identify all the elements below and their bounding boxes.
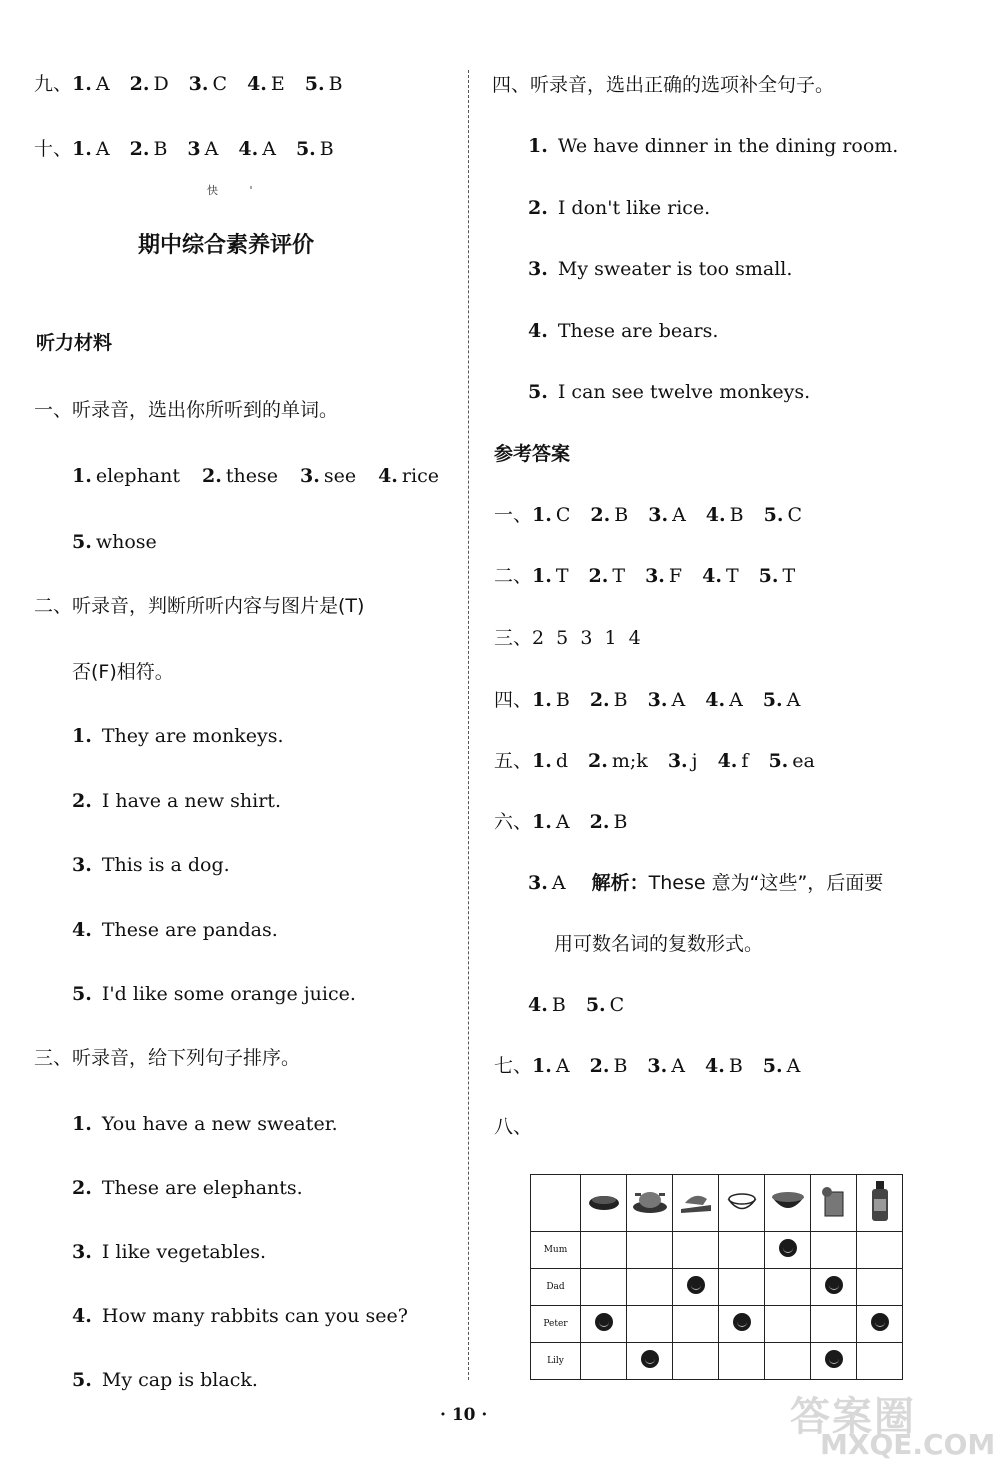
item-value: T <box>782 565 796 587</box>
table-cell <box>627 1232 673 1269</box>
row-name: Peter <box>531 1306 581 1343</box>
item-value: D <box>153 73 169 95</box>
answer-row-a7 <box>494 1054 820 1078</box>
table-cell <box>673 1232 719 1269</box>
smiley-face-icon <box>825 1276 843 1294</box>
question-4-item <box>528 134 898 158</box>
fish-dish-icon <box>673 1175 719 1232</box>
item-value: ea <box>792 750 815 772</box>
item-number: 1. <box>528 135 548 157</box>
item-value: B <box>614 504 629 526</box>
item-value: A <box>786 1055 801 1077</box>
answer-row-a4 <box>494 688 820 712</box>
item-value: B <box>328 73 343 95</box>
item-text: I like vegetables. <box>95 1241 266 1263</box>
answer-prefix: 六、 <box>494 811 533 833</box>
answer-prefix: 五、 <box>494 750 533 772</box>
answer-row-a1 <box>494 503 822 527</box>
table-cell <box>857 1343 903 1380</box>
table-cell <box>581 1232 627 1269</box>
item-value: B <box>613 689 628 711</box>
item-number: 4. <box>238 138 259 160</box>
item-number: 5. <box>528 381 548 403</box>
item-number: 1. <box>72 138 92 160</box>
column-divider <box>468 70 469 1380</box>
item-text: You have a new sweater. <box>95 1113 338 1135</box>
answer-prefix: 四、 <box>494 689 533 711</box>
item-value: C <box>609 994 625 1016</box>
table-cell <box>627 1343 673 1380</box>
item-number: 2. <box>129 73 150 95</box>
item-number: 4. <box>717 750 738 772</box>
question-2-item <box>72 789 281 813</box>
question-4-item <box>528 196 710 220</box>
item-number: 2. <box>528 196 548 219</box>
question-3-item <box>72 1368 258 1392</box>
item-number: 4. <box>702 565 722 587</box>
item-number: 2. <box>588 750 608 772</box>
table-cell <box>811 1269 857 1306</box>
table-cell <box>719 1306 765 1343</box>
question-1-heading: 一、听录音，选出你所听到的单词。 <box>34 399 339 421</box>
listening-heading: 听力材料 <box>36 332 113 354</box>
item-value: T <box>612 565 626 587</box>
table-corner <box>531 1175 581 1232</box>
item-value: A <box>671 1055 685 1077</box>
question-1-words-line1 <box>72 464 461 488</box>
item-number: 3. <box>647 1055 668 1077</box>
item-value: A <box>95 138 110 160</box>
item-text: This is a dog. <box>95 854 230 876</box>
item-number: 4. <box>72 1305 92 1327</box>
answer-row-a3 <box>494 626 641 650</box>
item-value: f <box>741 750 749 772</box>
item-number: 5. <box>758 565 779 587</box>
item-number: 3. <box>528 258 548 280</box>
table-cell <box>811 1306 857 1343</box>
table-cell <box>857 1306 903 1343</box>
answer-row-10 <box>34 137 354 161</box>
table-row <box>531 1232 903 1269</box>
item-number: 1. <box>532 689 552 711</box>
item-text: These are pandas. <box>95 918 278 941</box>
item-number: 5. <box>72 983 92 1005</box>
bowl-icon <box>581 1175 627 1232</box>
table-cell <box>673 1343 719 1380</box>
item-number: 2. <box>590 504 611 526</box>
table-cell <box>581 1306 627 1343</box>
item-number: 4. <box>528 319 548 342</box>
item-number: 4. <box>705 504 726 526</box>
question-2-item <box>72 918 278 942</box>
question-2-heading-cont: 否(F)相符。 <box>72 661 174 683</box>
question-3-item <box>72 1112 338 1136</box>
item-number: 2. <box>72 1177 92 1199</box>
item-value: m;k <box>611 750 648 772</box>
item-value: A <box>555 1055 570 1077</box>
item-number: 1. <box>72 73 92 95</box>
item-number: 4. <box>528 994 548 1016</box>
item-number: 5. <box>72 1369 92 1391</box>
item-value: T <box>555 565 569 587</box>
table-cell <box>719 1343 765 1380</box>
item-number: 2. <box>589 1055 610 1077</box>
question-2-item <box>72 853 230 877</box>
item-number: 1. <box>532 811 552 833</box>
question-4-heading: 四、听录音，选出正确的选项补全句子。 <box>492 74 835 96</box>
table-cell <box>811 1232 857 1269</box>
item-number: 3. <box>72 1241 92 1263</box>
item-text: I can see twelve monkeys. <box>551 381 811 403</box>
question-3-item <box>72 1176 303 1200</box>
item-number: 2. <box>202 465 222 487</box>
juice-glass-icon <box>811 1175 857 1232</box>
answers-heading: 参考答案 <box>494 443 571 465</box>
table-row <box>531 1343 903 1380</box>
table-cell <box>581 1269 627 1306</box>
answer-prefix: 十、 <box>34 138 73 160</box>
item-value: A <box>262 138 276 160</box>
table-cell <box>811 1343 857 1380</box>
item-value: B <box>551 994 566 1016</box>
item-number: 5. <box>762 1055 783 1077</box>
item-value: A <box>672 504 686 526</box>
item-number: 1. <box>532 1055 552 1077</box>
item-value: C <box>787 504 802 526</box>
item-number: 4. <box>705 689 726 711</box>
row-name: Mum <box>531 1232 581 1269</box>
item-text: My cap is black. <box>95 1369 258 1391</box>
rice-bowl-icon <box>719 1175 765 1232</box>
answer-row-a6 <box>494 810 647 834</box>
scan-artifact: 快 ' <box>207 184 253 197</box>
item-number: 1. <box>72 725 92 747</box>
item-value: A <box>204 138 219 160</box>
item-number: 2. <box>588 565 609 587</box>
item-number: 1. <box>532 504 552 526</box>
item-number: 1. <box>532 565 552 587</box>
question-1-words-line2 <box>72 530 177 554</box>
item-number: 3. <box>188 73 209 95</box>
item-value: whose <box>95 531 157 553</box>
food-preference-table <box>530 1174 903 1380</box>
analysis-text: These 意为“这些”，后面要 <box>648 872 884 894</box>
table-cell <box>627 1306 673 1343</box>
table-cell <box>673 1306 719 1343</box>
table-cell <box>765 1306 811 1343</box>
item-value: C <box>212 73 228 95</box>
item-value: A <box>729 689 743 711</box>
row-name: Dad <box>531 1269 581 1306</box>
item-number: 5. <box>72 531 92 553</box>
answer-prefix: 二、 <box>494 565 533 587</box>
answer-8-prefix: 八、 <box>494 1116 533 1138</box>
answer-sequence: 2 5 3 1 4 <box>532 627 641 649</box>
item-number: 5. <box>763 504 784 526</box>
table-cell <box>857 1269 903 1306</box>
watermark-logo: 答案圈 <box>790 1394 916 1440</box>
item-value: B <box>319 138 334 160</box>
item-value: A <box>786 689 801 711</box>
question-2-heading: 二、听录音，判断所听内容与图片是(T) <box>34 595 365 617</box>
item-value: E <box>270 73 285 95</box>
item-number: 3. <box>645 565 665 587</box>
item-value: rice <box>401 465 439 487</box>
item-number: 2. <box>72 789 92 812</box>
item-number: 4. <box>378 465 398 487</box>
item-value: B <box>153 138 168 160</box>
item-number: 4. <box>704 1055 725 1077</box>
question-2-item <box>72 982 356 1006</box>
item-text: I don't like rice. <box>551 196 711 219</box>
item-text: My sweater is too small. <box>551 258 793 280</box>
table-row <box>531 1306 903 1343</box>
item-number: 5. <box>768 750 789 772</box>
item-number: 5. <box>585 994 606 1016</box>
table-cell <box>719 1269 765 1306</box>
table-cell <box>581 1343 627 1380</box>
item-value: F <box>668 565 683 587</box>
answer-row-a2 <box>494 564 815 588</box>
smiley-face-icon <box>779 1239 797 1257</box>
answer-prefix: 一、 <box>494 504 533 526</box>
item-value: A <box>555 811 570 833</box>
item-number: 3. <box>667 750 688 772</box>
answer-row-9 <box>34 72 363 96</box>
item-number: 5. <box>295 138 316 160</box>
table-cell <box>857 1232 903 1269</box>
item-text: These are elephants. <box>95 1177 303 1199</box>
item-number: 3. <box>648 504 669 526</box>
answer-prefix: 七、 <box>494 1055 533 1077</box>
row-name: Lily <box>531 1343 581 1380</box>
smiley-face-icon <box>871 1313 889 1331</box>
item-value: A <box>671 689 686 711</box>
watermark-text: MXQE.COM <box>820 1428 996 1461</box>
analysis-text-cont: 用可数名词的复数形式。 <box>554 933 764 955</box>
table-cell <box>719 1232 765 1269</box>
question-2-item <box>72 724 283 748</box>
section-title: 期中综合素养评价 <box>138 233 315 258</box>
item-number: 2. <box>129 138 150 160</box>
question-4-item <box>528 380 810 404</box>
item-number: 3 <box>187 138 201 160</box>
item-value: elephant <box>95 465 181 487</box>
answer-prefix: 九、 <box>34 73 73 95</box>
item-number: 3. <box>647 689 668 711</box>
analysis-label: 解析： <box>591 872 649 894</box>
item-value: A <box>95 73 110 95</box>
table-cell <box>765 1343 811 1380</box>
answer-6-3: 3. A 解析：These 意为“这些”，后面要 <box>528 872 884 894</box>
table-cell <box>627 1269 673 1306</box>
item-number: 5. <box>304 73 325 95</box>
item-number: 5. <box>762 689 783 711</box>
answer-6-rest <box>528 993 644 1017</box>
item-text: We have dinner in the dining room. <box>551 135 899 157</box>
answer-prefix: 三、 <box>494 627 533 649</box>
item-number: 2. <box>589 811 610 833</box>
question-3-item <box>72 1304 408 1328</box>
item-number: 3. <box>72 854 92 876</box>
soup-bowl-icon <box>765 1175 811 1232</box>
item-value: B <box>729 504 744 526</box>
table-cell <box>673 1269 719 1306</box>
item-number: 4. <box>247 73 267 95</box>
item-text: They are monkeys. <box>95 725 284 747</box>
item-number: 3. <box>299 465 320 487</box>
answer-row-a5 <box>494 749 835 773</box>
item-value: these <box>225 465 278 487</box>
item-value: B <box>613 1055 628 1077</box>
smiley-face-icon <box>825 1350 843 1368</box>
smiley-face-icon <box>641 1350 659 1368</box>
question-3-item <box>72 1240 266 1264</box>
drink-bottle-icon <box>857 1175 903 1232</box>
item-number: 4. <box>72 918 92 941</box>
item-number: 1. <box>72 1113 92 1135</box>
smiley-face-icon <box>687 1276 705 1294</box>
item-text: I have a new shirt. <box>95 789 281 812</box>
item-text: How many rabbits can you see? <box>95 1305 408 1327</box>
item-text: These are bears. <box>551 319 719 342</box>
table-row <box>531 1269 903 1306</box>
item-number: 2. <box>589 689 610 711</box>
page-number: · 10 · <box>440 1405 488 1425</box>
roast-chicken-icon <box>627 1175 673 1232</box>
smiley-face-icon <box>595 1313 613 1331</box>
item-value: C <box>555 504 571 526</box>
item-value: see <box>323 465 357 487</box>
question-4-item <box>528 257 792 281</box>
item-value: B <box>555 689 570 711</box>
item-value: d <box>555 750 569 772</box>
item-value: B <box>728 1055 743 1077</box>
item-number: 1. <box>72 465 92 487</box>
item-value: T <box>725 565 739 587</box>
item-text: I'd like some orange juice. <box>95 983 356 1005</box>
item-value: j <box>691 750 698 772</box>
question-4-item <box>528 319 718 343</box>
question-3-heading: 三、听录音，给下列句子排序。 <box>34 1047 301 1069</box>
item-value: B <box>613 811 628 833</box>
table-cell <box>765 1269 811 1306</box>
item-number: 1. <box>532 750 552 772</box>
table-cell <box>765 1232 811 1269</box>
smiley-face-icon <box>733 1313 751 1331</box>
